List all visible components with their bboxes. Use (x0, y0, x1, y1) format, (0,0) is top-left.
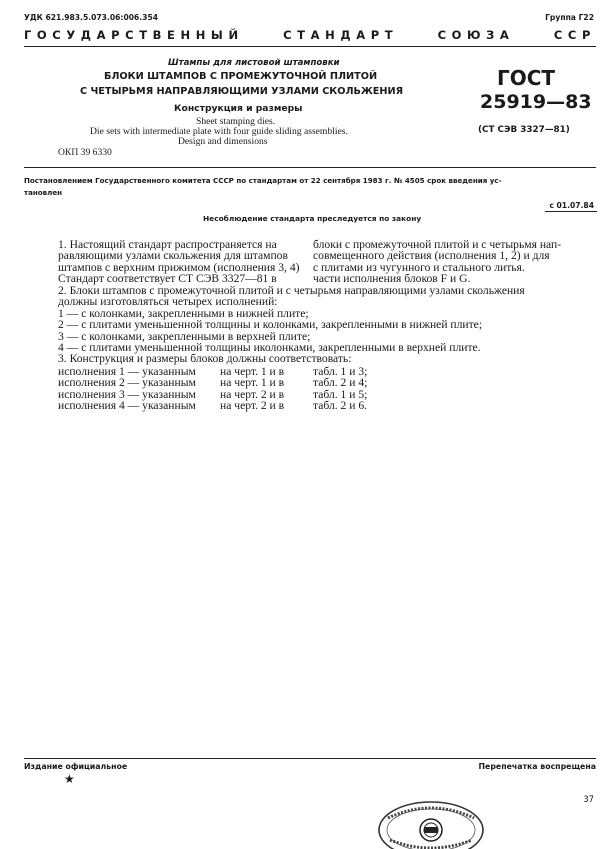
english-title-line-1: Sheet stamping dies. (196, 116, 276, 127)
execution-item-2: 2 — с плитами уменьшенной толщины и колонками, закрепленными в нижней плите; (58, 318, 483, 332)
execution-item-3: 3 — с колонками, закрепленными в верхней плите; (58, 329, 311, 343)
page-number: 37 (583, 794, 594, 804)
header-rule (24, 46, 596, 47)
english-title-line-2: Die sets with intermediate plate with four guide sliding assemblies. (90, 126, 348, 137)
p2-line-2: должны изготовляться четырех исполнений: (58, 295, 278, 309)
gost-number: 25919—83 (480, 91, 592, 113)
p3-row: исполнения 1 — указанным на черт. 1 и в табл. 1 и 3; (58, 365, 368, 378)
law-notice: Несоблюдение стандарта преследуется по закону (203, 214, 422, 223)
gost-label: ГОСТ (497, 66, 556, 90)
title-line-2: С ЧЕТЫРЬМЯ НАПРАВЛЯЮЩИМИ УЗЛАМИ СКОЛЬЖЕНИЯ (80, 86, 404, 97)
group-code: Группа Г22 (545, 13, 594, 22)
star-icon: ★ (64, 772, 75, 786)
title-rule (24, 167, 596, 168)
p3-row: исполнения 3 — указанным на черт. 2 и в табл. 1 и 5; (58, 387, 368, 401)
p1-left-line-2: равляющими узлами скольжения для штампов (58, 249, 288, 263)
execution-item-1: 1 — с колонками, закрепленными в нижней плите; (58, 306, 309, 320)
decree-date-underline (545, 211, 597, 212)
p1-right-line-1: блоки с промежуточной плитой и с четырьмя нап- (313, 238, 562, 251)
p1-right-line-2: совмещенного действия (исполнения 1, 2) и для (313, 249, 550, 263)
execution-item-4: 4 — с плитами уменьшенной толщины иколонками, закрепленными в верхней плите. (58, 341, 481, 355)
library-stamp-icon (376, 796, 486, 849)
decree-line-1: Постановлением Государственного комитета СССР по стандартам от 22 сентября 1983 г. № 4505 срок введения ус- (24, 176, 502, 185)
p3-row: исполнения 4 — указанным на черт. 2 и в табл. 2 и 6. (58, 399, 368, 413)
title-subtitle: Штампы для листовой штамповки (168, 58, 340, 68)
reprint-notice: Перепечатка воспрещена (478, 762, 596, 771)
st-sev-reference: (СТ СЭВ 3327—81) (478, 125, 570, 135)
udk-code: УДК 621.983.5.073.06:006.354 (24, 13, 159, 22)
section-title: Конструкция и размеры (174, 103, 303, 114)
p1-left-line-1: 1. Настоящий стандарт распространяется на (58, 238, 277, 251)
title-line-1: БЛОКИ ШТАМПОВ С ПРОМЕЖУТОЧНОЙ ПЛИТОЙ (104, 71, 378, 82)
decree-date: с 01.07.84 (549, 201, 594, 210)
p1-right-line-4: части исполнения блоков F и G. (313, 272, 471, 286)
p1-left-line-3: штампов с верхним прижимом (исполнения 3, 4) (58, 260, 300, 274)
footer-rule (24, 758, 596, 759)
paragraph-1 (58, 239, 598, 285)
p1-left-line-4: Стандарт соответствует СТ СЭВ 3327—81 в (58, 272, 277, 286)
p3-line-1: 3. Конструкция и размеры блоков должны соответствовать: (58, 352, 352, 366)
official-edition: Издание официальное (24, 762, 128, 771)
p1-right-line-3: с плитами из чугунного и стального литья. (313, 260, 525, 274)
p3-row: исполнения 2 — указанным на черт. 1 и в табл. 2 и 4; (58, 376, 368, 390)
english-title-line-3: Design and dimensions (178, 136, 268, 147)
p2-line-1: 2. Блоки штампов с промежуточной плитой и с четырьмя направляющими узлами скольжения (58, 284, 525, 297)
paragraph-3-rows (58, 366, 598, 412)
okp-code: ОКП 39 6330 (58, 147, 112, 158)
decree-line-2: тановлен (24, 188, 63, 197)
paragraph-2 (58, 285, 598, 365)
state-standard-banner: ГОСУДАРСТВЕННЫЙ СТАНДАРТ СОЮЗА ССР (24, 28, 596, 42)
